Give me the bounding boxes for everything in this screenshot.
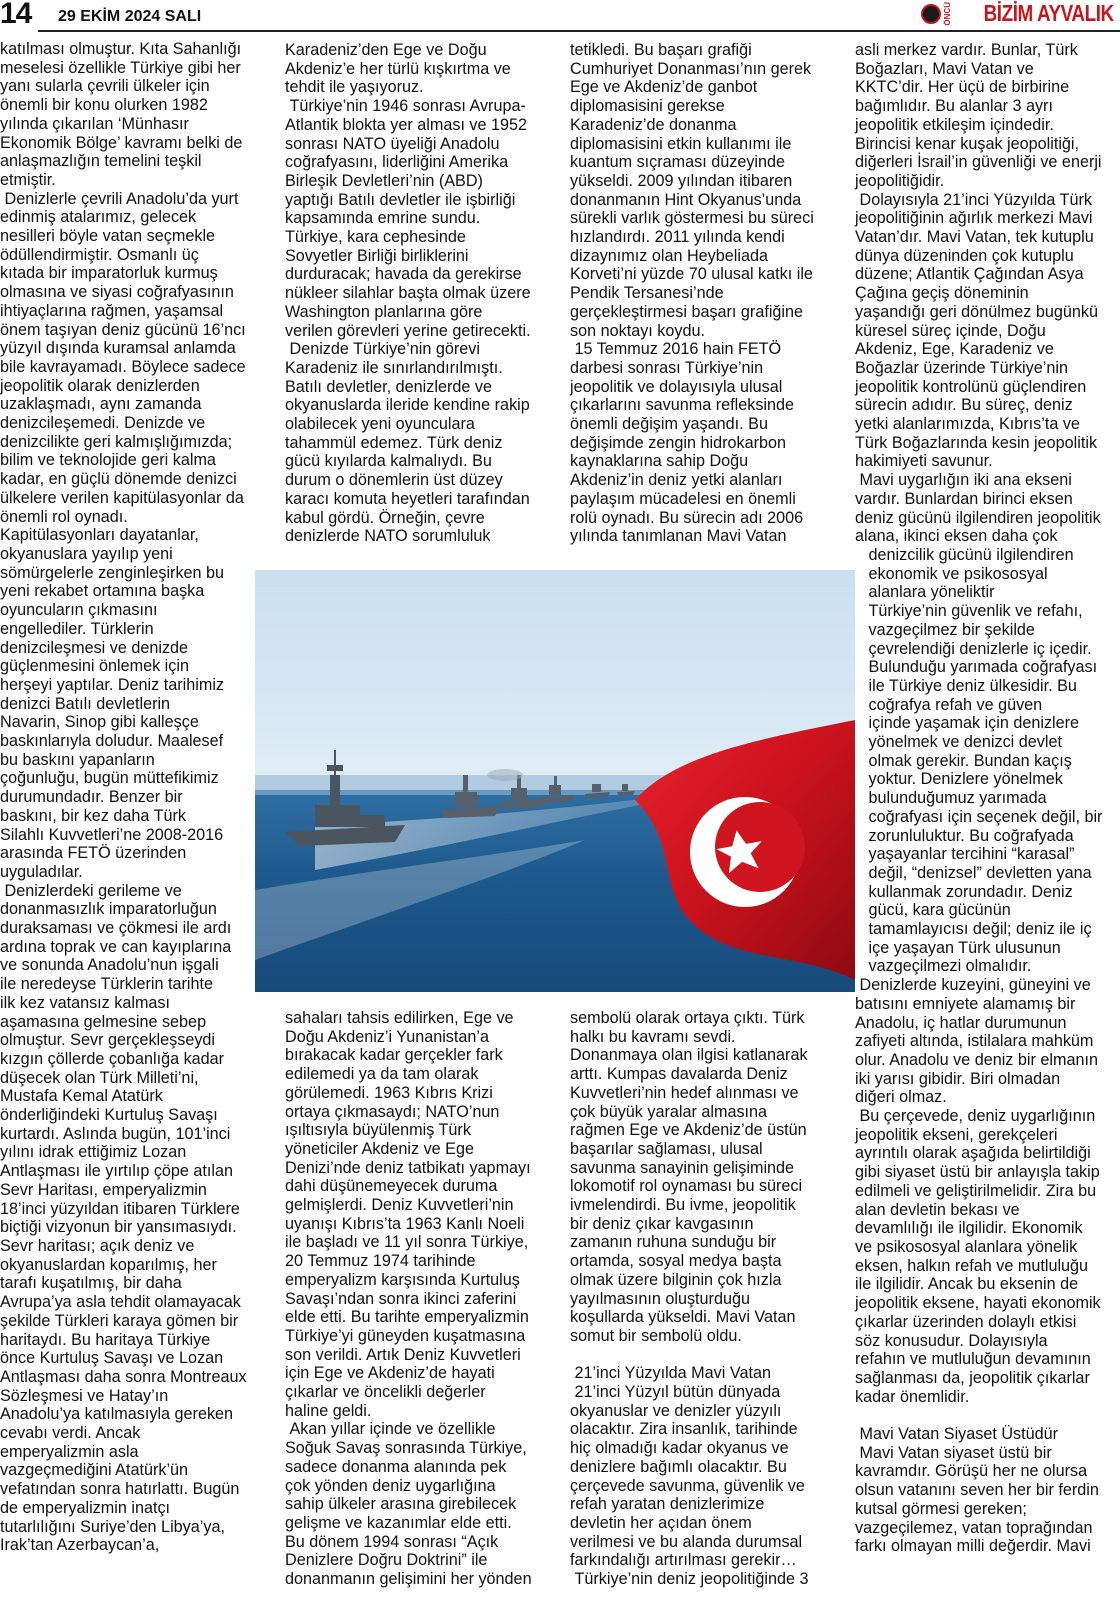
- article-column-4: asli merkez vardır. Bunlar, Türk Boğazları, Mavi Vatan ve KKTC’dir. Her üçü de birbirine bağımlıdır. Bu alanlar 3 ayrı jeopolitik etkileşim içindedir. Birincisi kenar kuşak jeopolitiği, diğerleri İsrail’in güvenliği ve enerji jeopolitiğidir. Dolayısıyla 21’inci Yüzyılda Türk jeopolitiğinin ağırlık merkezi Mavi Vatan’dır. Mavi Vatan, tek kutuplu dünya düzeninden çok kutuplu düzene; Atlantik Çağından Asya Çağına geçiş döneminin yaşandığı geri dönülmez bugünkü küresel süreç içinde, Doğu Akdeniz, Ege, Karadeniz ve Boğazlar üzerinde Türkiye’nin jeopolitik kontrolünü güçlendiren sürecin adıdır. Bu süreç, deniz yetki alanlarımızda, Kıbrıs’ta ve Türk Boğazlarında kesin jeopolitik hakimiyeti savunur. Mavi uygarlığın iki ana ekseni vardır. Bunlardan birinci eksen deniz gücünü ilgilendiren jeopolitik alana, ikinci eksen daha çok denizcilik gücünü ilgilendiren ekonomik ve psikososyal alanlara yöneliktir Türkiye’nin güvenlik ve refahı, vazgeçilmez bir şekilde çevrelendiği denizlerle iç içedir. Bulunduğu yarımada coğrafyası ile Türkiye deniz ülkesidir. Bu coğrafya refah ve güven içinde yaşamak için denizlere yönelmek ve denizci devlet olmak gerekir. Bundan kaçış yoktur. Denizlere yönelmek bulunduğumuz yarımada coğrafyası için seçenek değil, bir zorunluluktur. Bu coğrafyada yaşayanlar tercihini “karasal” değil, “denizsel” devletten yana kullanmak zorundadır. Deniz gücü, kara gücünün tamamlayıcısı değil; deniz ile iç içe yaşayan Türk ulusunun vazgeçilmezi olmalıdır. Denizlerde kuzeyini, güneyini ve batısını emniyete alamamış bir Anadolu, iç hatlar durumunun zafiyeti altında, istilalara mahküm olur. Anadolu ve deniz bir elmanın iki yarısı gibidir. Biri olmadan diğeri olmaz. Bu çerçevede, deniz uygarlığının jeopolitik ekseni, gerekçeleri ayrıntılı olarak aşağıda belirtildiği gibi siyaset üstü bir anlayışla takip edilmeli ve geliştirilmelidir. Zira bu alan devletin bekası ve devamlılığı ile ilgilidir. Ekonomik ve psikososyal alanlara yönelik eksen, halkın refah ve mutluluğu ile ilgilidir. Ancak bu eksenin de jeopolitik eksene, hayati ekonomik çıkarlar üzerinden dolaylı etkisi söz konusudur. Dolayısıyla refahın ve mutluluğun devamının sağlanması da, jeopolitik çıkarlar kadar önemlidir. Mavi Vatan Siyaset Üstüdür Mavi Vatan siyaset üstü bir kavramdır. Görüşü her ne olursa olsun vatanını seven her bir ferdin kutsal görmesi gereken; vazgeçilemez, vatan toprağından farkı olmayan milli değerdir. Mavi: [855, 41, 1103, 1556]
- navy-fleet-photo: [255, 570, 855, 992]
- masthead: [921, 0, 1114, 27]
- page-header: [0, 0, 1120, 34]
- article-column-2-bottom: sahaları tahsis edilirken, Ege ve Doğu Akdeniz’i Yunanistan’a bırakacak kadar gerçekler fark edilemedi ya da tam olarak görülemedi. 1963 Kıbrıs Krizi ortaya çıkmasaydı; NATO’nun ışıltısıyla büyülenmiş Türk yöneticiler Akdeniz ve Ege Denizi’nde deniz tatbikatı yapmayı dahi düşünemeyecek duruma gelmişlerdi. Deniz Kuvvetleri’nin uyanışı Kıbrıs’ta 1963 Kanlı Noeli ile başladı ve 11 yıl sonra Türkiye, 20 Temmuz 1974 tarihinde emperyalizm karşısında Kurtuluş Savaşı’ndan sonra ikinci zaferini elde etti. Bu tarihte emperyalizmin Türkiye’yi güneyden kuşatmasına son verildi. Artık Deniz Kuvvetleri için Ege ve Akdeniz’de hayati çıkarlar ve öncelikli değerler haline geldi. Akan yıllar içinde ve özellikle Soğuk Savaş sonrasında Türkiye, sadece donanma alanında pek çok yönden deniz uygarlığına sahip ülkeler arasına girebilecek gelişme ve kazanımlar elde etti. Bu dönem 1994 sonrası “Açık Denizlere Doğru Doktrini” ile donanmanın gelişimini her yönden: [285, 1009, 532, 1589]
- article-column-2-top: Karadeniz’den Ege ve Doğu Akdeniz’e her türlü kışkırtma ve tehdit ile yaşıyoruz. Türkiye’nin 1946 sonrası Avrupa- Atlantik blokta yer alması ve 1952 sonrası NATO üyeliği Anadolu coğrafyasını, liderliğini Amerika Birleşik Devletleri’nin (ABD) yaptığı Batılı devletler ile işbirliği kapsamında emrine sundu. Türkiye, kara cephesinde Sovyetler Birliği birliklerini durduracak; havada da gerekirse nükleer silahlar başta olmak üzere Washington planlarına göre verilen görevleri yerine getirecekti. Denizde Türkiye’nin görevi Karadeniz ile sınırlandırılmıştı. Batılı devletler, denizlerde ve okyanuslarda ileride kendine rakip olabilecek yeni oyunculara tahammül edemez. Türk deniz gücü kıyılarda kalmalıydı. Bu durum o dönemlerin üst düzey karacı komuta heyetleri tarafından kabul gördü. Örneğin, çevre denizlerde NATO sorumluluk: [285, 41, 531, 546]
- lead-warship: [285, 750, 405, 846]
- ship-smoke: [487, 769, 523, 781]
- issue-date: 29 EKİM 2024 SALI: [58, 8, 202, 25]
- masthead-prefix: ÖNCÜ: [943, 1, 953, 26]
- header-rule: [38, 30, 1120, 32]
- photo-illustration: [255, 570, 855, 992]
- article-column-3-top: tetikledi. Bu başarı grafiği Cumhuriyet Donanması’nın gerek Ege ve Akdeniz’de ganbot diplomasisini gerekse Karadeniz’de donanma diplomasisini etkin kullanımı ile kuantum sıçraması düzeyinde yükseldi. 2009 yılından itibaren donanmanın Hint Okyanus’unda sürekli varlık göstermesi bu süreci hızlandırdı. 2011 yılında kendi dizaynımız olan Heybeliada Korveti’ni yüzde 70 ulusal katkı ile Pendik Tersanesi’nde gerçekleştirmesi başarı grafiğine son noktayı koydu. 15 Temmuz 2016 hain FETÖ darbesi sonrası Türkiye’nin jeopolitik ve dolayısıyla ulusal çıkarlarını savunma refleksinde önemli değişim yaşandı. Bu değişimde zengin hidrokarbon kaynaklarına sahip Doğu Akdeniz’in deniz yetki alanları paylaşım mücadelesi en önemli rolü oynadı. Bu sürecin adı 2006 yılında tanımlanan Mavi Vatan: [570, 41, 814, 546]
- masthead-title: BİZİM AYVALIK: [983, 0, 1114, 26]
- sea-foam: [255, 840, 585, 960]
- turkish-flag-icon: [635, 720, 855, 980]
- article-column-3-bottom: sembolü olarak ortaya çıktı. Türk halkı bu kavramı sevdi. Donanmaya olan ilgisi katlanarak arttı. Kumpas davalarda Deniz Kuvvetleri’nin hedef alınması ve çok büyük yaralar almasına rağmen Ege ve Akdeniz’de üstün başarılar sağlaması, ulusal savunma sanayinin gelişiminde lokomotif rol oynaması bu süreci ivmelendirdi. Bu ivme, jeopolitik bir deniz çıkar kavgasının zamanın ruhuna sunduğu bir ortamda, sosyal medya başta olmak üzere bilginin çok hızla yayılmasının oluşturduğu koşullarda yükseldi. Mavi Vatan somut bir sembolü oldu. 21’inci Yüzyılda Mavi Vatan 21’inci Yüzyıl bütün dünyada okyanuslar ve denizler yüzyılı olacaktır. Zira insanlık, tarihinde hiç olmadığı kadar okyanus ve denizlere bağımlı olacaktır. Bu çerçevede savunma, güvenlik ve refah yaratan denizlerimize devletin her açıdan önem verilmesi ve bu alanda durumsal farkındalığı artırılması gerekir… Türkiye’nin deniz jeopolitiğinde 3: [570, 1009, 809, 1589]
- newspaper-logo-icon: [921, 4, 941, 24]
- article-column-1: katılması olmuştur. Kıta Sahanlığı meselesi özellikle Türkiye gibi her yanı sularla çevrili ülkeler için önemli bir konu olurken 1982 yılında çıkarılan ‘Münhasır Ekonomik Bölge’ kavramı belki de anlaşmazlığın temelini teşkil etmiştir. Denizlerle çevrili Anadolu’da yurt edinmiş atalarımız, gelecek nesilleri böyle vatan seçmekle ödüllendirmiştir. Osmanlı üç kıtada bir imparatorluk kurmuş olmasına ve siyasi coğrafyasının ihtiyaçlarına rağmen, yaşamsal önem taşıyan deniz gücünü 16’ncı yüzyıl dışında kuramsal anlamda bile kavrayamadı. Böylece sadece jeopolitik olarak denizlerden uzaklaşmadı, aynı zamanda denizcileşemedi. Denizde ve denizcilikte geri kalmışlığımızda; bilim ve teknolojide geri kalma kadar, en güçlü dönemde denizci ülkelere verilen kapitülasyonlar da önemli rol oynadı. Kapitülasyonları dayatanlar, okyanuslara yayılıp yeni sömürgelerle zenginleşirken bu yeni rekabet ortamına başka oyuncuların çıkmasını engellediler. Türklerin denizcileşmesi ve denizde güçlenmesini önlemek için herşeyi yaptılar. Deniz tarihimiz denizci Batılı devletlerin Navarin, Sinop gibi kalleşçe baskınlarıyla doludur. Maalesef bu baskını yapanların çoğunluğu, bugün müttefikimiz durumundadır. Benzer bir baskını, bir kez daha Türk Silahlı Kuvvetleri’ne 2008-2016 arasında FETÖ üzerinden uyguladılar. Denizlerdeki gerileme ve donanmasızlık imparatorluğun duraksaması ve çökmesi ile ardı ardına toprak ve can kayıplarına ve sonunda Anadolu’nun işgali ile neredeyse Türklerin tarihte ilk kez vatansız kalması aşamasına gelmesine sebep olmuştur. Sevr gerçekleşseydi kızgın çöllerde çobanlığa kadar düşecek olan Türk Milleti’ni, Mustafa Kemal Atatürk önderliğindeki Kurtuluş Savaşı kurtardı. Aslında bugün, 101’inci yılını idrak ettiğimiz Lozan Antlaşması ile yırtılıp çöpe atılan Sevr Haritası, emperyalizmin 18’inci yüzyıldan itibaren Türklere biçtiği vizyonun bir yansımasıydı. Sevr haritası; açık deniz ve okyanuslardan koparılmış, her tarafı kuşatılmış, bir daha Avrupa’ya asla tehdit olamayacak şekilde Türkleri karaya gömen bir haritaydı. Bu haritaya Türkiye önce Kurtuluş Savaşı ve Lozan Antlaşması daha sonra Montreaux Sözleşmesi ve Hatay’ın Anadolu’ya katılmasıyla gereken cevabı verdi. Ancak emperyalizmin asla vazgeçmediğini Atatürk’ün vefatından sonra hatırlattı. Bugün de emperyalizmin inatçı tutarlılığını Suriye’den Libya’ya, Irak’tan Azerbaycan’a,: [0, 40, 247, 1555]
- page-number: 14: [0, 0, 32, 30]
